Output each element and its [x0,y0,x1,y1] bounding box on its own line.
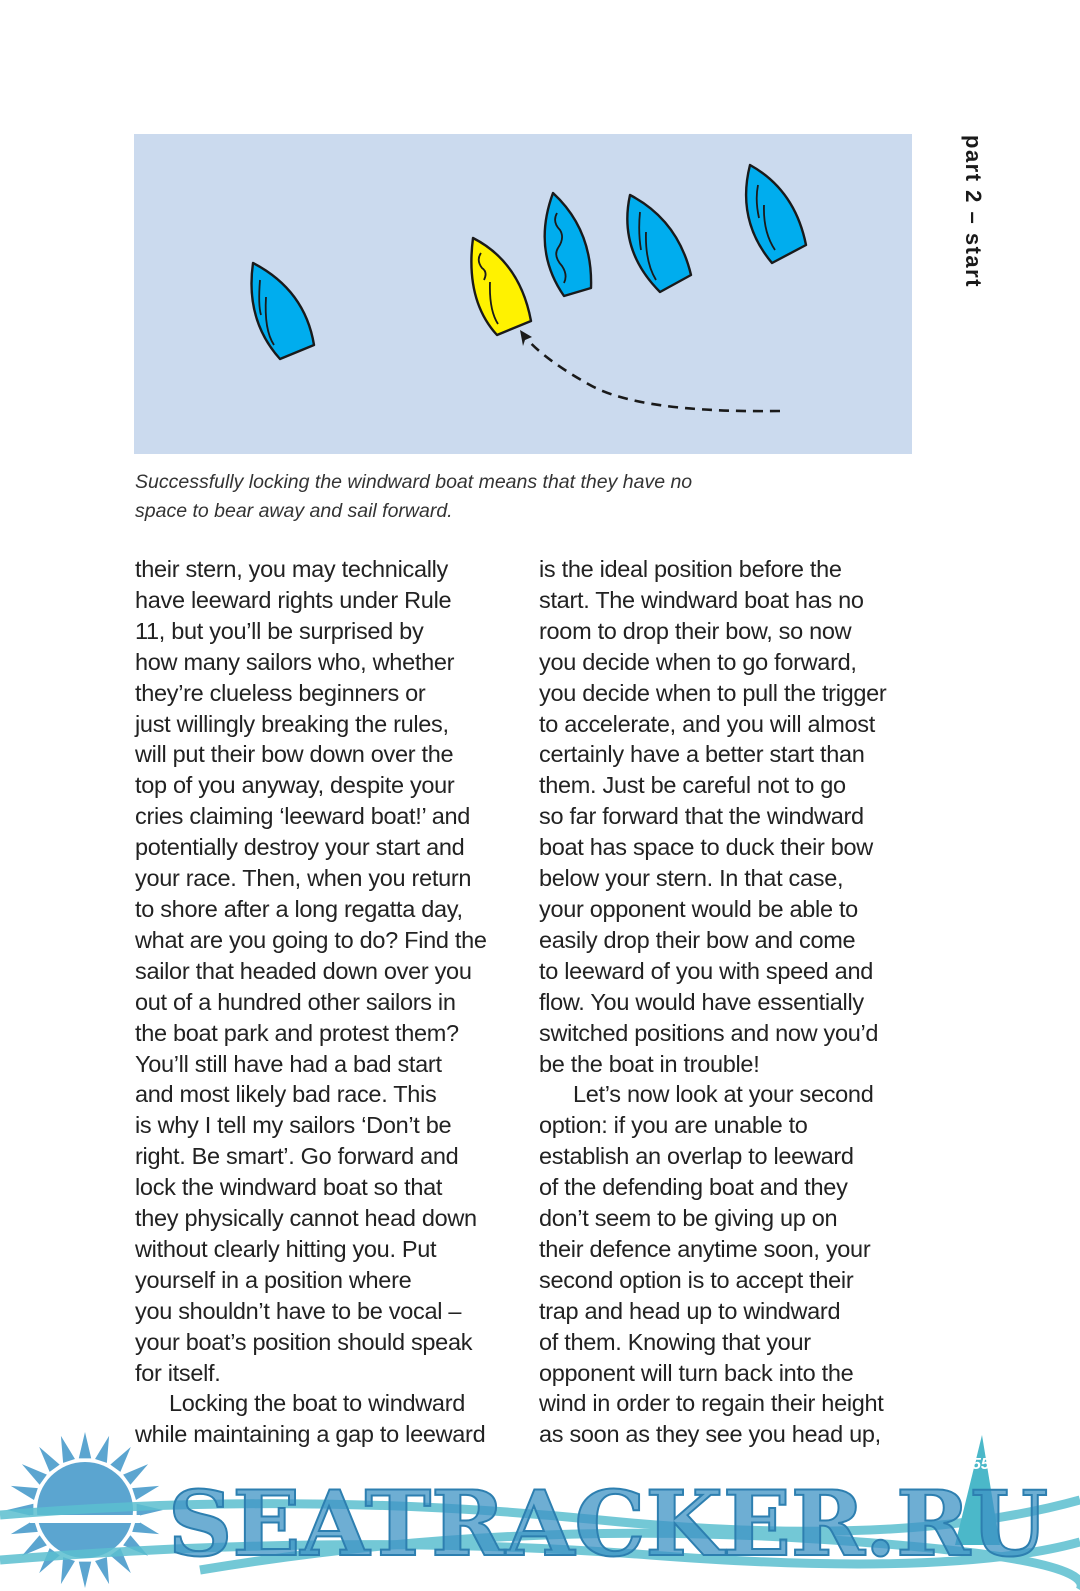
text-line: they physically cannot head down [135,1205,477,1232]
sun-ray [79,1432,91,1458]
text-line: will put their bow down over the [135,741,454,768]
text-line: boat has space to duck their bow [539,834,873,861]
text-line: sailor that headed down over you [135,957,472,984]
text-line: top of you anyway, despite your [135,772,455,799]
text-line: of the defending boat and they [539,1174,848,1201]
text-line: you decide when to pull the trigger [539,679,887,706]
text-line: room to drop their bow, so now [539,617,852,644]
body-column-left [135,554,530,1450]
text-line: while maintaining a gap to leeward [135,1421,486,1448]
text-line: their stern, you may technically [135,556,449,582]
text-line: they’re clueless beginners or [135,679,426,706]
page-number: 55 [972,1456,990,1473]
text-line: their defence anytime soon, your [539,1235,871,1262]
sun-ray [61,1557,75,1584]
text-line: option: if you are unable to [539,1112,808,1139]
text-line: 11, but you’ll be surprised by [135,617,424,644]
text-line: what are you going to do? Find the [135,926,487,953]
text-line: wind in order to regain their height [539,1390,884,1417]
sun-ray [11,1486,38,1500]
sun-ray [79,1562,91,1588]
text-line: the boat park and protest them? [135,1019,459,1046]
text-line: easily drop their bow and come [539,926,856,953]
text-line: Locking the boat to windward [169,1390,465,1417]
text-line: as soon as they see you head up, [539,1421,881,1448]
text-line: to shore after a long regatta day, [135,895,463,922]
text-line: to leeward of you with speed and [539,957,873,984]
text-line: have leeward rights under Rule [135,586,452,613]
boats-diagram [0,0,1080,470]
text-line: You’ll still have had a bad start [135,1050,442,1077]
text-line: and most likely bad race. This [135,1081,437,1108]
text-line: cries claiming ‘leeward boat!’ and [135,803,471,830]
text-line: them. Just be careful not to go [539,772,846,799]
caption-line: Successfully locking the windward boat means that they have no [135,471,693,493]
text-line: how many sailors who, whether [135,648,455,675]
text-line: is the ideal position before the [539,556,842,582]
sun-ray [123,1464,148,1485]
text-line: switched positions and now you’d [539,1019,879,1046]
text-line: below your stern. In that case, [539,865,844,892]
text-line: be the boat in trouble! [539,1050,760,1077]
text-line: your boat’s position should speak [135,1328,473,1355]
sun-ray [39,1447,60,1472]
caption-line: space to bear away and sail forward. [135,500,453,522]
watermark-text: SEATRACKER.RU [168,1471,1048,1577]
sun-ray [95,1436,109,1463]
text-line: second option is to accept their [539,1266,854,1293]
text-line: flow. You would have essentially [539,988,864,1015]
text-line: start. The windward boat has no [539,586,864,613]
text-line: is why I tell my sailors ‘Don’t be [135,1112,452,1139]
text-line: lock the windward boat so that [135,1174,443,1201]
text-line: without clearly hitting you. Put [135,1235,437,1262]
text-line: opponent will turn back into the [539,1359,854,1386]
text-line: trap and head up to windward [539,1297,841,1324]
sun-ray [61,1436,75,1463]
text-line: establish an overlap to leeward [539,1143,854,1170]
text-line: just willingly breaking the rules, [135,710,449,737]
text-line: potentially destroy your start and [135,834,465,861]
sun-ray [22,1464,47,1485]
watermark [0,1360,1080,1591]
text-line: yourself in a position where [135,1266,412,1293]
text-line: for itself. [135,1359,221,1386]
text-line: Let’s now look at your second [573,1081,874,1108]
sun-ray [110,1447,131,1472]
text-line: you decide when to go forward, [539,648,857,675]
text-line: certainly have a better start than [539,741,865,768]
figure-caption [135,468,775,526]
text-line: right. Be smart’. Go forward and [135,1143,459,1170]
sun-ray [132,1486,159,1500]
text-line: you shouldn’t have to be vocal – [135,1297,462,1324]
text-line: your opponent would be able to [539,895,858,922]
sun-ray [95,1557,109,1584]
text-line: to accelerate, and you will almost [539,710,875,737]
body-column-right [539,554,934,1450]
text-line: of them. Knowing that your [539,1328,811,1355]
text-line: so far forward that the windward [539,803,864,830]
section-tab: part 2 – start [961,135,986,289]
text-line: don’t seem to be giving up on [539,1205,838,1232]
text-line: out of a hundred other sailors in [135,988,456,1015]
text-line: your race. Then, when you return [135,865,472,892]
